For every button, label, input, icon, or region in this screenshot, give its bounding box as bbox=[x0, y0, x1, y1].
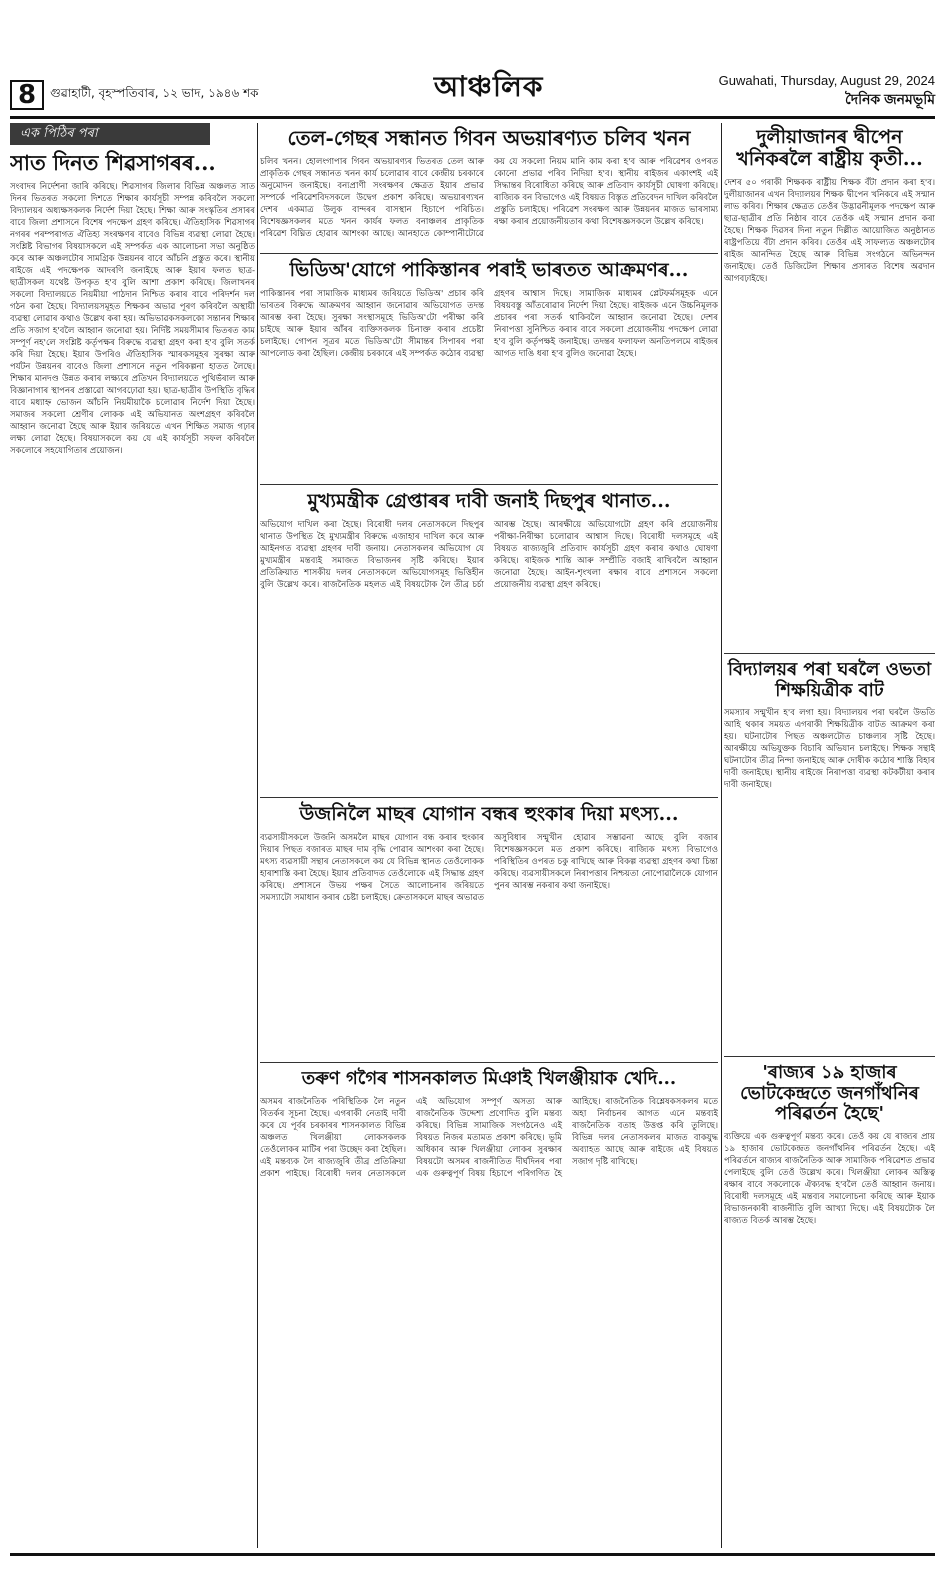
middle-column bbox=[260, 123, 718, 1548]
article-body-pakistan-video: পাকিস্তানৰ পৰা সামাজিক মাধ্যমৰ জৰিয়তে ভিডিঅ' প্ৰচাৰ কৰি ভাৰতৰ বিৰুদ্ধে আক্ৰমণৰ আহ্বান জনোৱাৰ অভিযোগত তদন্ত আৰম্ভ কৰা হৈছে। সুৰক্ষা সংস্থাসমূহে ভিডিঅ'টো পৰীক্ষা কৰি চাইছে আৰু ইয়াৰ আঁৰৰ ব্যক্তিসকলক চিনাক্ত কৰাৰ প্ৰচেষ্টা চলাইছে। গোপন সূত্ৰৰ মতে ভিডিঅ'টো সীমান্তৰ সিপাৰৰ পৰা আপলোড কৰা হৈছিল। কেন্দ্ৰীয় চৰকাৰে এই সম্পৰ্কত কঠোৰ ব্যৱস্থা গ্ৰহণৰ আশ্বাস দিছে। সামাজিক মাধ্যমৰ প্লেটফৰ্মসমূহক এনে বিষয়বস্তু আঁতৰোৱাৰ নিৰ্দেশ দিয়া হৈছে। ৰাইজক এনে উচ্চনিমূলক প্ৰচাৰৰ পৰা সতৰ্ক থাকিবলৈ আহ্বান জনোৱা হৈছে। দেশৰ নিৰাপত্তা সুনিশ্চিত কৰাৰ বাবে সকলো প্ৰয়োজনীয় পদক্ষেপ লোৱা হ'ব বুলি কৰ্তৃপক্ষই জনাইছে। তদন্তৰ ফলাফল অনতিপলমে ৰাইজৰ আগত দাঙি ধৰা হ'ব বুলিও জনোৱা হৈছে। bbox=[260, 288, 718, 359]
page-number-block bbox=[10, 80, 259, 116]
article-teacher-attack bbox=[724, 656, 935, 1057]
paper-name: দৈনিক জনমভূমি bbox=[845, 91, 935, 107]
article-pakistan-video bbox=[260, 256, 718, 485]
headline-sivasagar: সাত দিনত শিৱসাগৰৰ... bbox=[10, 150, 216, 175]
article-body-tarun-gogoi: অসমৰ ৰাজনৈতিক পৰিস্থিতিক লৈ নতুন বিতৰ্কৰ সূচনা হৈছে। এগৰাকী নেতাই দাবী কৰে যে পূৰ্বৰ চৰকাৰৰ শাসনকালত বিভিন্ন অঞ্চলত খিলঞ্জীয়া লোকসকলক তেওঁলোকৰ মাটিৰ পৰা উচ্ছেদ কৰা হৈছিল। এই মন্তব্যক লৈ ৰাজ্যজুৰি তীব্ৰ প্ৰতিক্ৰিয়া প্ৰকাশ পাইছে। বিৰোধী দলৰ নেতাসকলে এই অভিযোগ সম্পূৰ্ণ অসত্য আৰু ৰাজনৈতিক উদ্দেশ্য প্ৰণোদিত বুলি মন্তব্য কৰিছে। বিভিন্ন সামাজিক সংগঠনেও এই বিষয়ত নিজৰ মতামত প্ৰকাশ কৰিছে। ভূমি অধিকাৰ আৰু খিলঞ্জীয়া লোকৰ সুৰক্ষাৰ বিষয়টো অসমৰ ৰাজনীতিত দীৰ্ঘদিনৰ পৰা এক গুৰুত্বপূৰ্ণ বিষয় হিচাপে পৰিগণিত হৈ আহিছে। ৰাজনৈতিক বিশ্লেষকসকলৰ মতে অহা নিৰ্বাচনৰ আগত এনে মন্তব্যই ৰাজনৈতিক বতাহ উত্তপ্ত কৰি তুলিছে। বিভিন্ন দলৰ নেতাসকলৰ মাজত বাকযুদ্ধ অব্যাহত আছে আৰু ৰাইজে এই বিষয়ত সজাগ দৃষ্টি ৰাখিছে। bbox=[260, 1096, 718, 1179]
article-polling-stations bbox=[724, 1059, 935, 1548]
headline-cm-arrest-demand: মুখ্যমন্ত্ৰীক গ্ৰেপ্তাৰৰ দাবী জনাই দিছপুৰ থানাত... bbox=[307, 490, 671, 512]
article-fish-supply bbox=[260, 800, 718, 1063]
section-brand: আঞ্চলিক bbox=[433, 70, 544, 103]
article-body-dwipen-khanikar: দেশৰ ৫০ গৰাকী শিক্ষকক ৰাষ্ট্ৰীয় শিক্ষক বঁটা প্ৰদান কৰা হ'ব। দুলীয়াজানৰ এখন বিদ্যালয়ৰ শিক্ষক দ্বীপেন খনিকৰে এই সন্মান লাভ কৰিব। শিক্ষাৰ ক্ষেত্ৰত তেওঁৰ উদ্ভাৱনীমূলক পদক্ষেপ আৰু ছাত্ৰ-ছাত্ৰীৰ প্ৰতি নিষ্ঠাৰ বাবে তেওঁক এই সন্মান প্ৰদান কৰা হৈছে। শিক্ষক দিৱসৰ দিনা নতুন দিল্লীত আয়োজিত অনুষ্ঠানত ৰাষ্ট্ৰপতিয়ে বঁটা প্ৰদান কৰিব। তেওঁৰ এই সাফল্যত অঞ্চলটোৰ ৰাইজ আনন্দিত হৈছে আৰু বিভিন্ন সংগঠনে অভিনন্দন জনাইছে। তেওঁ ডিজিটেল শিক্ষাৰ প্ৰসাৰত বিশেষ অৱদান আগবঢ়াইছে। bbox=[724, 177, 935, 284]
headline-teacher-attack: বিদ্যালয়ৰ পৰা ঘৰলৈ ওভতা শিক্ষয়িত্ৰীক বাট bbox=[727, 659, 932, 701]
article-body-fish-supply: ব্যৱসায়ীসকলে উজনি অসমলৈ মাছৰ যোগান বন্ধ কৰাৰ হুংকাৰ দিয়াৰ পিছত বজাৰত মাছৰ দাম বৃদ্ধি পোৱাৰ আশংকা কৰা হৈছে। মৎস্য ব্যৱসায়ী সন্থাৰ নেতাসকলে কয় যে বিভিন্ন স্থানত তেওঁলোকক হাৰাশাস্তি কৰা হৈছে। ইয়াৰ প্ৰতিবাদত তেওঁলোকে এই সিদ্ধান্ত গ্ৰহণ কৰিছে। প্ৰশাসনে উভয় পক্ষৰ সৈতে আলোচনাৰ জৰিয়তে সমস্যাটো সমাধান কৰাৰ চেষ্টা চলাইছে। ক্ৰেতাসকলে মাছৰ অভাৱত অসুবিধাৰ সন্মুখীন হোৱাৰ সম্ভাৱনা আছে বুলি বজাৰ বিশেষজ্ঞসকলে মত প্ৰকাশ কৰিছে। ৰাজ্যিক মৎস্য বিভাগেও পৰিস্থিতিৰ ওপৰত চকু ৰাখিছে আৰু বিকল্প ব্যৱস্থা গ্ৰহণৰ কথা চিন্তা কৰিছে। ব্যৱসায়ীসকলে নিৰাপত্তাৰ নিশ্চয়তা নোপোৱালৈকে যোগান পুনৰ আৰম্ভ নকৰাৰ কথা জনাইছে। bbox=[260, 832, 718, 903]
page-number: 8 bbox=[10, 80, 44, 110]
bottom-rule bbox=[10, 1553, 935, 1556]
date-line-english: Guwahati, Thursday, August 29, 2024 bbox=[718, 73, 935, 88]
article-body-cm-arrest-demand: অভিযোগ দাখিল কৰা হৈছে। বিৰোধী দলৰ নেতাসকলে দিছপুৰ থানাত উপস্থিত হৈ মুখ্যমন্ত্ৰীৰ বিৰুদ্ধে এজাহাৰ দাখিল কৰে আৰু আইনগত ব্যৱস্থা গ্ৰহণৰ দাবী জনায়। নেতাসকলৰ অভিযোগ যে মুখ্যমন্ত্ৰীৰ মন্তব্যই সমাজত বিভাজনৰ সৃষ্টি কৰিছে। ইয়াৰ প্ৰতিক্ৰিয়াত শাসকীয় দলৰ নেতাসকলে অভিযোগসমূহ ভিত্তিহীন বুলি উল্লেখ কৰে। ৰাজনৈতিক মহলত এই বিষয়টোক লৈ তীব্ৰ চৰ্চা আৰম্ভ হৈছে। আৰক্ষীয়ে অভিযোগটো গ্ৰহণ কৰি প্ৰয়োজনীয় পৰীক্ষা-নিৰীক্ষা চলোৱাৰ আশ্বাস দিছে। বিৰোধী দলসমূহে এই বিষয়ত ৰাজ্যজুৰি প্ৰতিবাদ কাৰ্যসূচী গ্ৰহণ কৰাৰ কথাও ঘোষণা কৰিছে। ৰাইজক শান্তি আৰু সম্প্ৰীতি বজাই ৰাখিবলৈ আহ্বান জনোৱা হৈছে। আইন-শৃংখলা ৰক্ষাৰ বাবে প্ৰশাসনে সকলো প্ৰয়োজনীয় ব্যৱস্থা গ্ৰহণ কৰিছে। bbox=[260, 519, 718, 590]
date-line-local: গুৱাহাটী, বৃহস্পতিবাৰ, ১২ ভাদ, ১৯৪৬ শক bbox=[50, 86, 259, 100]
left-column bbox=[10, 123, 255, 1548]
article-body-gibbon-sanctuary: চলিব খনন। হোলংগাপাৰ গিবন অভয়াৰণ্যৰ ভিতৰত তেল আৰু প্ৰাকৃতিক গেছৰ সন্ধানত খনন কাৰ্য চলোৱাৰ বাবে কেন্দ্ৰীয় চৰকাৰে অনুমোদন জনাইছে। বন্যপ্ৰাণী সংৰক্ষণৰ ক্ষেত্ৰত ইয়াৰ প্ৰভাৱ সম্পৰ্কে পৰিৱেশবিদসকলে উদ্বেগ প্ৰকাশ কৰিছে। অভয়াৰণ্যখন দেশৰ একমাত্ৰ উলুক বান্দৰৰ বাসস্থান হিচাপে পৰিচিত। বিশেষজ্ঞসকলৰ মতে খনন কাৰ্যৰ ফলত বনাঞ্চলৰ প্ৰাকৃতিক পৰিৱেশ বিঘ্নিত হোৱাৰ আশংকা আছে। আনহাতে কোম্পানীটোৱে কয় যে সকলো নিয়ম মানি কাম কৰা হ'ব আৰু পৰিৱেশৰ ওপৰত কোনো প্ৰভাৱ পৰিব নিদিয়া হ'ব। স্থানীয় ৰাইজৰ একাংশই এই সিদ্ধান্তৰ বিৰোধিতা কৰিছে আৰু প্ৰতিবাদ কাৰ্যসূচী ঘোষণা কৰিছে। ৰাজ্যিক বন বিভাগেও এই বিষয়ত বিস্তৃত প্ৰতিবেদন দাখিল কৰিবলৈ প্ৰস্তুতি চলাইছে। পৰিৱেশ সংৰক্ষণ আৰু উন্নয়নৰ মাজত ভাৰসাম্য ৰক্ষা কৰাৰ প্ৰয়োজনীয়তাৰ কথা বিশেষজ্ঞসকলে উল্লেখ কৰিছে। bbox=[260, 157, 718, 239]
article-gibbon-sanctuary bbox=[260, 123, 718, 254]
article-body-sivasagar: সংবাদৰ নিৰ্দেশনা জাৰি কৰিছে। শিৱসাগৰ জিলাৰ বিভিন্ন অঞ্চলত সাত দিনৰ ভিতৰত সকলো দিশতে শিক্ষাৰ কাৰ্যসূচী সম্পন্ন কৰিবলৈ সকলো বিদ্যালয়ৰ অধ্যক্ষসকলক নিৰ্দেশ দিয়া হৈছে। শিক্ষা আৰু সংস্কৃতিৰ প্ৰসাৰৰ বাবে জিলা প্ৰশাসনে বিশেষ পদক্ষেপ গ্ৰহণ কৰিছে। ঐতিহাসিক শিৱসাগৰ নগৰৰ পৰম্পৰাগত ঐতিহ্য সংৰক্ষণৰ বাবেও বিভিন্ন ব্যৱস্থা লোৱা হৈছে। সংশ্লিষ্ট বিভাগৰ বিষয়াসকলে এই সম্পৰ্কত এক আলোচনা সভা অনুষ্ঠিত কৰে আৰু অঞ্চলটোৰ সামগ্ৰিক উন্নয়নৰ বাবে আঁচনি প্ৰস্তুত কৰে। স্থানীয় ৰাইজে এই পদক্ষেপক আদৰণি জনাইছে আৰু ইয়াৰ ফলত ছাত্ৰ-ছাত্ৰীসকল যথেষ্ট উপকৃত হ'ব বুলি আশা প্ৰকাশ কৰিছে। জিলাখনৰ সকলো বিদ্যালয়তে নিয়মীয়া পাঠদান নিশ্চিত কৰাৰ বাবে পৰিদৰ্শন দল গঠন কৰা হৈছে। বিদ্যালয়সমূহত শিক্ষকৰ অভাৱ পূৰণ কৰিবলৈ অস্থায়ী ব্যৱস্থা লোৱাৰ কথাও উল্লেখ কৰা হয়। অভিভাৱকসকলকো সন্তানৰ শিক্ষাৰ প্ৰতি সজাগ হ'বলৈ আহ্বান জনোৱা হয়। নিৰ্দিষ্ট সময়সীমাৰ ভিতৰত কাম সম্পূৰ্ণ নহ'লে সংশ্লিষ্ট কৰ্তৃপক্ষৰ বিৰুদ্ধে ব্যৱস্থা গ্ৰহণ কৰা হ'ব বুলি সতৰ্ক কৰি দিয়া হৈছে। ইয়াৰ উপৰিও ঐতিহাসিক স্মাৰকসমূহৰ সুৰক্ষা আৰু পৰ্যটন উন্নয়নৰ বাবেও জিলা প্ৰশাসনে নতুন পৰিকল্পনা হাতত লৈছে। শিক্ষাৰ মানদণ্ড উন্নত কৰাৰ লক্ষ্যৰে প্ৰতিখন বিদ্যালয়তে পুথিভঁৰাল আৰু বিজ্ঞানাগাৰ স্থাপনৰ প্ৰস্তাৱো আগবঢ়োৱা হয়। ছাত্ৰ-ছাত্ৰীৰ উপস্থিতি বৃদ্ধিৰ বাবে মধ্যাহ্ন ভোজন আঁচনি নিয়মীয়াকৈ চলোৱাৰ নিৰ্দেশ দিয়া হৈছে। সমাজৰ সকলো শ্ৰেণীৰ লোকক এই অভিযানত অংশগ্ৰহণ কৰিবলৈ আহ্বান জনোৱা হৈছে আৰু ইয়াৰ জৰিয়তে এখন শিক্ষিত সমাজ গঢ়াৰ লক্ষ্য লোৱা হৈছে। বিষয়াসকলে কয় যে এই কাৰ্যসূচী সফল কৰিবলৈ সকলোৰে সহযোগিতাৰ প্ৰয়োজন। bbox=[10, 182, 255, 457]
headline-fish-supply: উজনিলৈ মাছৰ যোগান বন্ধৰ হুংকাৰ দিয়া মৎস্য... bbox=[299, 803, 679, 825]
article-dwipen-khanikar bbox=[724, 123, 935, 654]
masthead bbox=[10, 72, 935, 119]
headline-tarun-gogoi: তৰুণ গগৈৰ শাসনকালত মিঞাই খিলঞ্জীয়াক খেদি... bbox=[301, 1068, 677, 1089]
section-tag: এক পিঠিৰ পৰা bbox=[10, 123, 210, 145]
headline-gibbon-sanctuary: তেল-গেছৰ সন্ধানত গিবন অভয়াৰণ্যত চলিব খনন bbox=[287, 126, 691, 150]
article-body-teacher-attack: সমস্যাৰ সন্মুখীন হ'ব লগা হয়। বিদ্যালয়ৰ পৰা ঘৰলৈ উভতি আহি থকাৰ সময়ত এগৰাকী শিক্ষয়িত্ৰীক বাটত আক্ৰমণ কৰা হয়। ঘটনাটোৰ পিছত অঞ্চলটোত চাঞ্চল্যৰ সৃষ্টি হৈছে। আৰক্ষীয়ে অভিযুক্তক বিচাৰি অভিযান চলাইছে। শিক্ষক সন্থাই ঘটনাটোৰ তীব্ৰ নিন্দা জনাইছে আৰু দোষীক কঠোৰ শাস্তি বিহাৰ দাবী জনাইছে। স্থানীয় ৰাইজে নিৰাপত্তা ব্যৱস্থা কটকটীয়া কৰাৰ দাবী জনাইছে। bbox=[724, 708, 935, 791]
headline-polling-stations: 'ৰাজ্যৰ ১৯ হাজাৰ ভোটকেন্দ্ৰতে জনগাঁথনিৰ পৰিৱৰ্তন হৈছে' bbox=[740, 1062, 919, 1125]
date-block bbox=[719, 73, 935, 116]
headline-pakistan-video: ভিডিঅ'যোগে পাকিস্তানৰ পৰাই ভাৰতত আক্ৰমণৰ... bbox=[289, 259, 689, 281]
column-divider bbox=[257, 123, 258, 1548]
article-tarun-gogoi bbox=[260, 1065, 718, 1548]
article-cm-arrest-demand bbox=[260, 487, 718, 798]
article-body-polling-stations: ব্যক্তিয়ে এক গুৰুত্বপূৰ্ণ মন্তব্য কৰে। তেওঁ কয় যে ৰাজ্যৰ প্ৰায় ১৯ হাজাৰ ভোটকেন্দ্ৰত জনগাঁথনিৰ পৰিৱৰ্তন হৈছে। এই পৰিৱৰ্তনে ৰাজ্যৰ ৰাজনৈতিক আৰু সামাজিক পৰিৱেশত প্ৰভাৱ পেলাইছে বুলি তেওঁ উল্লেখ কৰে। খিলঞ্জীয়া লোকৰ অস্তিত্ব ৰক্ষাৰ বাবে সকলোকে ঐক্যবদ্ধ হ'বলৈ তেওঁ আহ্বান জনায়। বিৰোধী দলসমূহে এই মন্তব্যৰ সমালোচনা কৰিছে আৰু ইয়াক বিভাজনকাৰী ৰাজনীতি বুলি আখ্যা দিছে। এই বিষয়টোক লৈ ৰাজ্যত বিতৰ্ক আৰম্ভ হৈছে। bbox=[724, 1132, 935, 1227]
column-divider bbox=[721, 123, 722, 1548]
headline-dwipen-khanikar: দুলীয়াজানৰ দ্বীপেন খনিকৰলৈ ৰাষ্ট্ৰীয় কৃতী... bbox=[736, 126, 923, 170]
right-column bbox=[724, 123, 935, 1548]
